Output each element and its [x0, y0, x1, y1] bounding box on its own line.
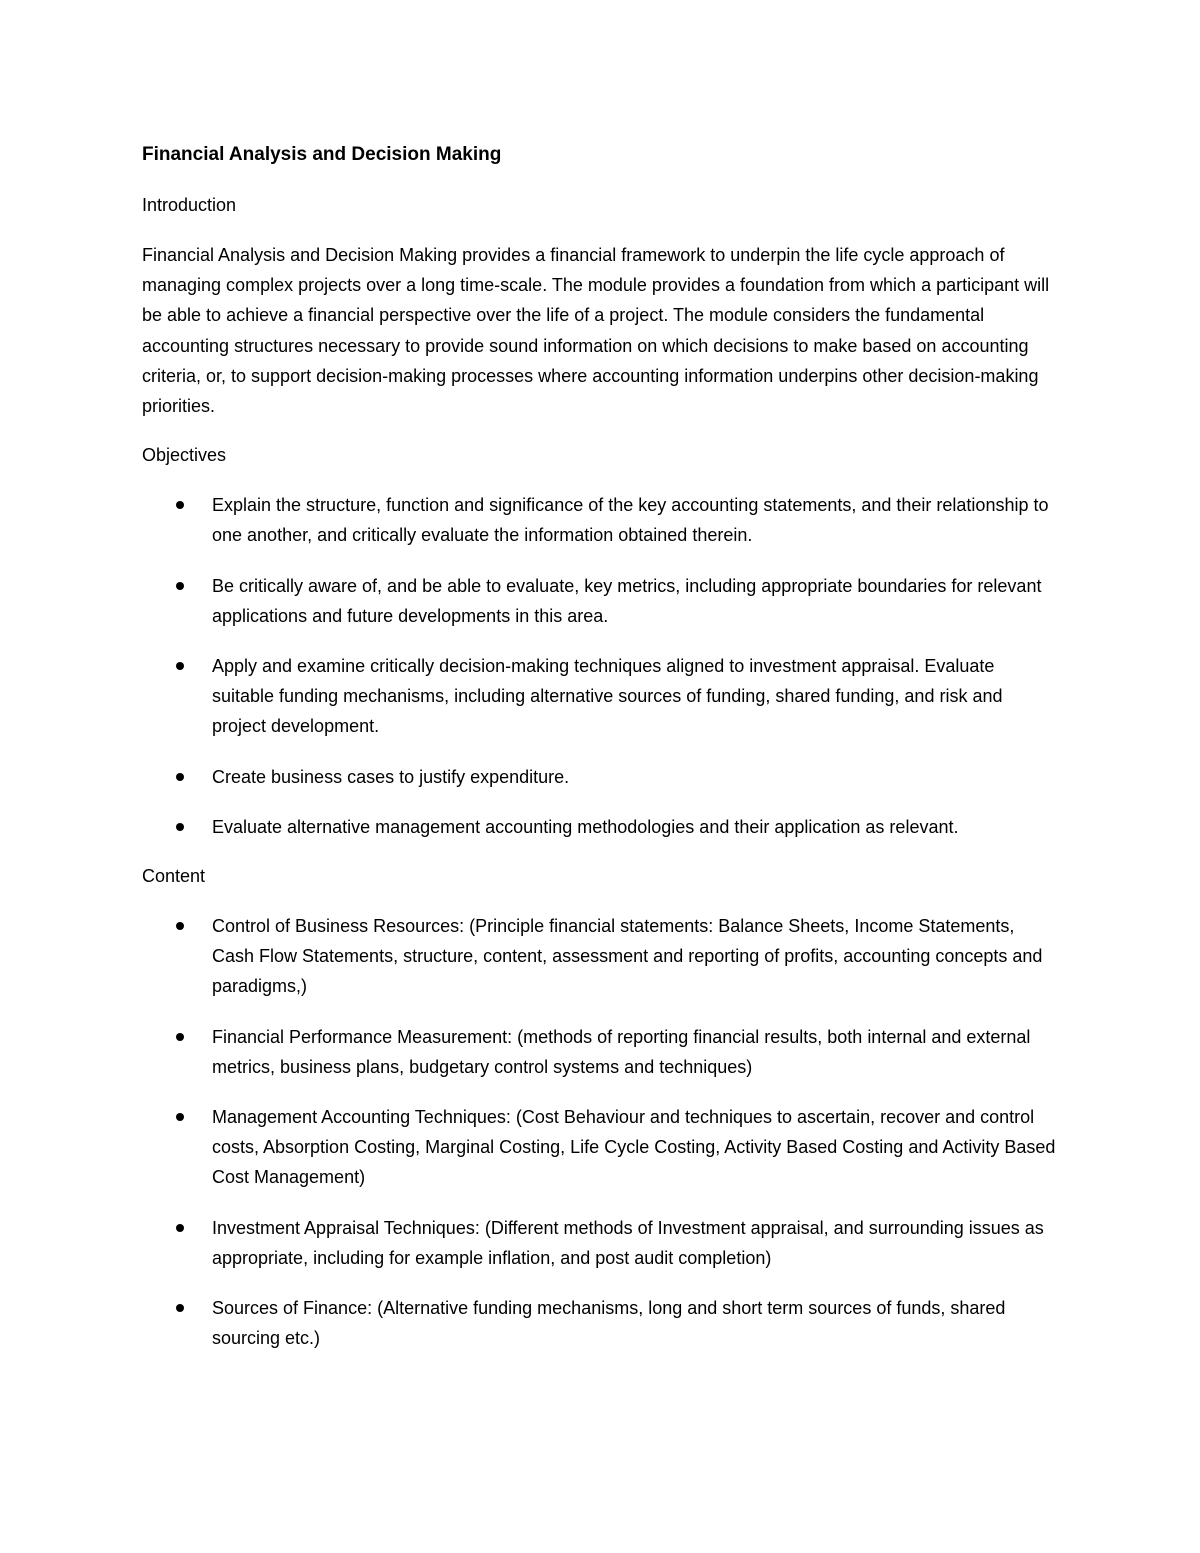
content-item — [142, 1022, 1057, 1082]
bullet-icon — [176, 823, 184, 831]
bullet-icon — [176, 582, 184, 590]
content-text: Investment Appraisal Techniques: (Different methods of Investment appraisal, and surrounding issues as appropriate, including for example inflation, and post audit completion) — [212, 1217, 1044, 1268]
document-title: Financial Analysis and Decision Making — [142, 144, 502, 165]
content-heading: Content — [142, 866, 206, 887]
content-text: Sources of Finance: (Alternative funding mechanisms, long and short term sources of funds, shared sourcing etc.) — [212, 1298, 1006, 1349]
bullet-icon — [176, 1113, 184, 1121]
introduction-paragraph: Financial Analysis and Decision Making provides a financial framework to underpin the life cycle approach of managing complex projects over a long time-scale. The module provides a foundation from which a participant will be able to achieve a financial perspective over the life of a project. The module considers the fundamental accounting structures necessary to provide sound information on which decisions to make based on accounting criteria, or, to support decision-making processes where accounting information underpins other decision-making priorities. — [142, 245, 1050, 417]
bullet-icon — [176, 662, 184, 670]
bullet-icon — [176, 773, 184, 781]
objectives-heading: Objectives — [142, 445, 227, 466]
objective-text: Create business cases to justify expenditure. — [212, 766, 570, 787]
bullet-icon — [176, 501, 184, 509]
objective-item — [142, 762, 1057, 792]
objective-item — [142, 490, 1057, 550]
content-item — [142, 1293, 1057, 1353]
content-text: Control of Business Resources: (Principle financial statements: Balance Sheets, Income Statements, Cash Flow Statements, structure, content, assessment and reporting of profits, accounting concepts and paradigms,) — [212, 916, 1043, 997]
objective-text: Be critically aware of, and be able to evaluate, key metrics, including appropriate boundaries for relevant applications and future developments in this area. — [212, 575, 1042, 626]
content-item — [142, 1102, 1057, 1193]
content-text: Financial Performance Measurement: (methods of reporting financial results, both internal and external metrics, business plans, budgetary control systems and techniques) — [212, 1026, 1031, 1077]
bullet-icon — [176, 922, 184, 930]
introduction-heading: Introduction — [142, 195, 237, 215]
document-body — [142, 140, 1057, 1372]
objective-text: Explain the structure, function and significance of the key accounting statements, and their relationship to one another, and critically evaluate the information obtained therein. — [212, 495, 1049, 546]
bullet-icon — [176, 1224, 184, 1232]
objective-item — [142, 812, 1057, 842]
objective-text: Evaluate alternative management accounting methodologies and their application as relevant. — [212, 816, 959, 837]
objectives-list — [142, 490, 1057, 842]
objective-text: Apply and examine critically decision-making techniques aligned to investment appraisal. Evaluate suitable funding mechanisms, including alternative sources of funding, shared funding, and risk and project development. — [212, 656, 1003, 737]
objective-item — [142, 571, 1057, 631]
content-item — [142, 1213, 1057, 1273]
bullet-icon — [176, 1304, 184, 1312]
content-text: Management Accounting Techniques: (Cost Behaviour and techniques to ascertain, recover and control costs, Absorption Costing, Marginal Costing, Life Cycle Costing, Activity Based Costing and Activity Based Cost Management) — [212, 1107, 1056, 1188]
content-list — [142, 911, 1057, 1353]
bullet-icon — [176, 1033, 184, 1041]
content-item — [142, 911, 1057, 1002]
objective-item — [142, 651, 1057, 742]
